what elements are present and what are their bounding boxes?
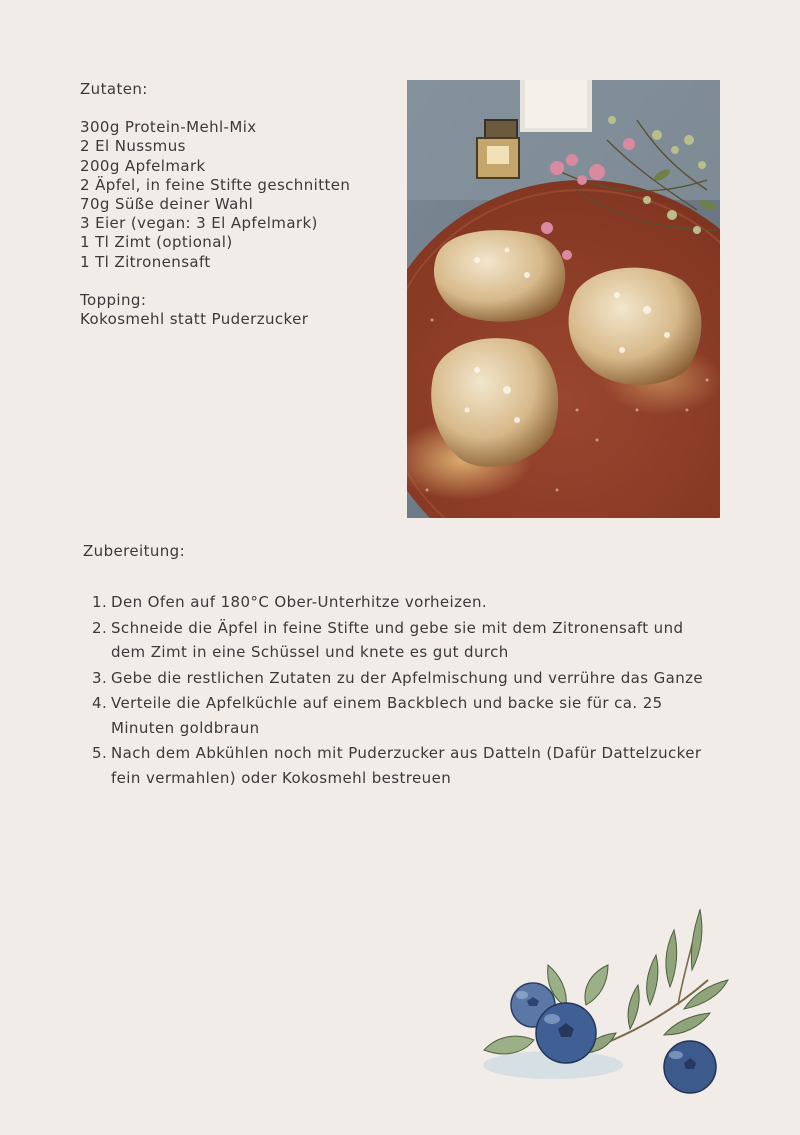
step-number: 5. bbox=[92, 744, 108, 762]
ingredient-item: 3 Eier (vegan: 3 El Apfelmark) bbox=[80, 214, 318, 233]
list-item bbox=[92, 666, 712, 691]
list-item bbox=[92, 741, 712, 790]
ingredient-item: 1 Tl Zitronensaft bbox=[80, 252, 211, 271]
list-item bbox=[92, 691, 712, 740]
ingredients-section bbox=[80, 80, 400, 348]
topping-heading: Topping: bbox=[80, 290, 147, 309]
step-text: Den Ofen auf 180°C Ober-Unterhitze vorheizen. bbox=[111, 593, 488, 611]
step-number: 3. bbox=[92, 668, 108, 687]
ingredient-item: 2 El Nussmus bbox=[80, 137, 186, 156]
preparation-heading: Zubereitung: bbox=[83, 542, 186, 560]
ingredient-item: 200g Apfelmark bbox=[80, 156, 206, 175]
step-text: Gebe die restlichen Zutaten zu der Apfelmischung und verrühre das Ganze bbox=[111, 668, 704, 687]
step-number: 4. bbox=[92, 694, 108, 712]
ingredients-list bbox=[80, 118, 400, 272]
list-item bbox=[92, 590, 712, 615]
ingredients-heading: Zutaten: bbox=[80, 80, 148, 98]
ingredient-item: 70g Süße deiner Wahl bbox=[80, 195, 254, 214]
food-photo bbox=[407, 80, 720, 518]
preparation-steps bbox=[92, 590, 712, 791]
topping-text: Kokosmehl statt Puderzucker bbox=[80, 310, 309, 329]
list-item bbox=[92, 616, 712, 665]
step-number: 2. bbox=[92, 618, 108, 637]
step-text: Nach dem Abkühlen noch mit Puderzucker aus Datteln (Dafür Dattelzucker fein vermahlen) oder Kokosmehl bestreuen bbox=[111, 744, 702, 787]
step-text: Schneide die Äpfel in feine Stifte und gebe sie mit dem Zitronensaft und dem Zimt in eine Schüssel und knete es gut durch bbox=[111, 618, 684, 661]
ingredient-item: 1 Tl Zimt (optional) bbox=[80, 233, 233, 252]
blueberry-illustration bbox=[478, 905, 740, 1100]
step-text: Verteile die Apfelküchle auf einem Backblech und backe sie für ca. 25 Minuten goldbraun bbox=[111, 694, 663, 737]
ingredient-item: 300g Protein-Mehl-Mix bbox=[80, 118, 257, 137]
step-number: 1. bbox=[92, 593, 108, 611]
ingredient-item: 2 Äpfel, in feine Stifte geschnitten bbox=[80, 175, 351, 194]
